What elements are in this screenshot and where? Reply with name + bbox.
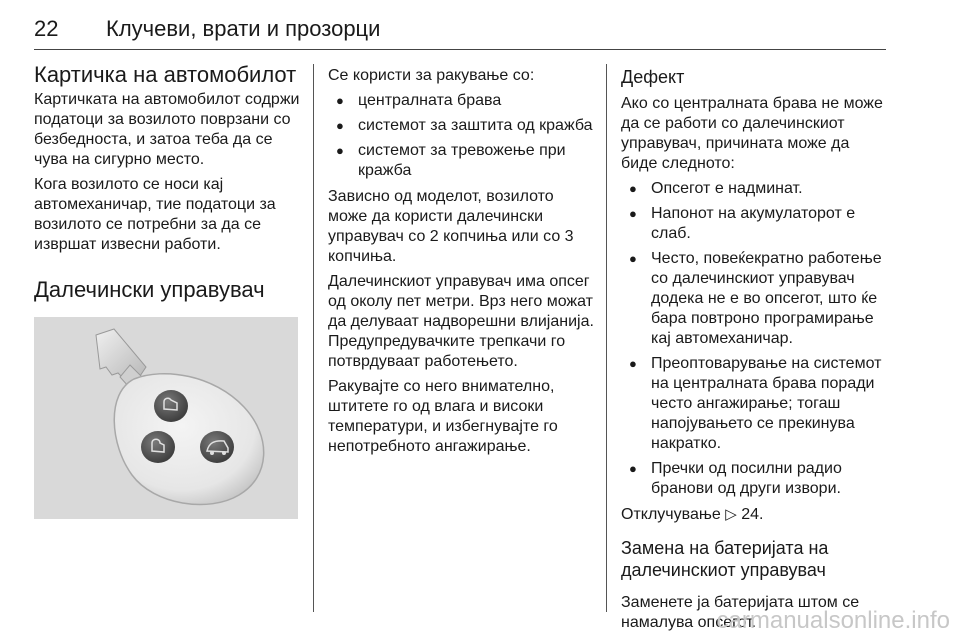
remote-paragraph-1: Зависно од моделот, возилото може да користи далечински управувач со 2 копчиња или со 3 копчиња.	[328, 188, 574, 265]
remote-key-figure	[34, 317, 298, 519]
vehicle-card-paragraph-1: Картичката на автомобилот содржи податоци за возилото поврзани со безбедноста, и затоа теба да се чува на сигурно место.	[34, 91, 300, 168]
battery-heading: Замена на батеријата на далечинскиот управувач	[621, 538, 829, 580]
list-item: ● системот за тревожење при кражба	[328, 141, 596, 181]
column-divider-2	[606, 64, 607, 612]
list-item: ● Опсегот е надминат.	[621, 179, 889, 199]
unlock-reference	[621, 505, 889, 525]
list-item: ● Пречки од посилни радио бранови од други извори.	[621, 459, 889, 499]
watermark: carmanualsonline.info	[716, 607, 950, 634]
list-item: ● системот за заштита од кражба	[328, 116, 596, 136]
list-item: ● Преоптоварување на системот на централната брава поради често ангажирање; тогаш напојувањето се прекинува накратко.	[621, 354, 889, 454]
fault-heading: Дефект	[621, 67, 685, 87]
remote-key-fob-icon	[34, 317, 298, 519]
remote-functions-list	[328, 91, 596, 181]
header-rule	[34, 49, 886, 50]
fault-causes-list	[621, 179, 889, 499]
section-title-remote-control: Далечински управувач	[34, 277, 265, 302]
column-1	[34, 62, 302, 519]
column-2	[328, 66, 596, 462]
unlock-page-ref[interactable]: 24.	[741, 506, 764, 523]
section-title-vehicle-card: Картичка на автомобилот	[34, 62, 297, 87]
page-number: 22	[34, 16, 59, 41]
column-divider-1	[313, 64, 314, 612]
remote-paragraph-3: Ракувајте со него внимателно, штитете го од влага и високи температури, и избегнувајте го непотребното ангажирање.	[328, 378, 558, 455]
fault-paragraph: Ако со централната брава не може да се работи со далечинскиот управувач, причината може да биде следното:	[621, 95, 883, 172]
remote-paragraph-2: Далечинскиот управувач има опсег од околу пет метри. Врз него можат да делуваат надворешни влијанија. Предупредувачките трепкачи го потврдуваат работењето.	[328, 273, 594, 370]
remote-intro: Се користи за ракување со:	[328, 67, 535, 84]
list-item: ● централната брава	[328, 91, 596, 111]
page-ref-arrow-icon: ▷	[725, 506, 737, 523]
list-item: ● Често, повеќекратно работење со далечинскиот управувач додека не е во опсегот, што ќе бара повтроно програмирање кај автомеханичар.	[621, 249, 889, 349]
vehicle-card-paragraph-2: Кога возилото се носи кај автомеханичар, тие податоци за возилото се потребни за да се извршат извесни работи.	[34, 176, 276, 253]
chapter-title: Клучеви, врати и прозорци	[106, 16, 381, 41]
column-3	[621, 66, 889, 638]
page-header	[34, 14, 886, 44]
battery-paragraph: Заменете ја батеријата штом се намалува опсегот.	[621, 594, 860, 631]
list-item: ● Напонот на акумулаторот е слаб.	[621, 204, 889, 244]
unlock-text: Отклучување	[621, 506, 721, 523]
